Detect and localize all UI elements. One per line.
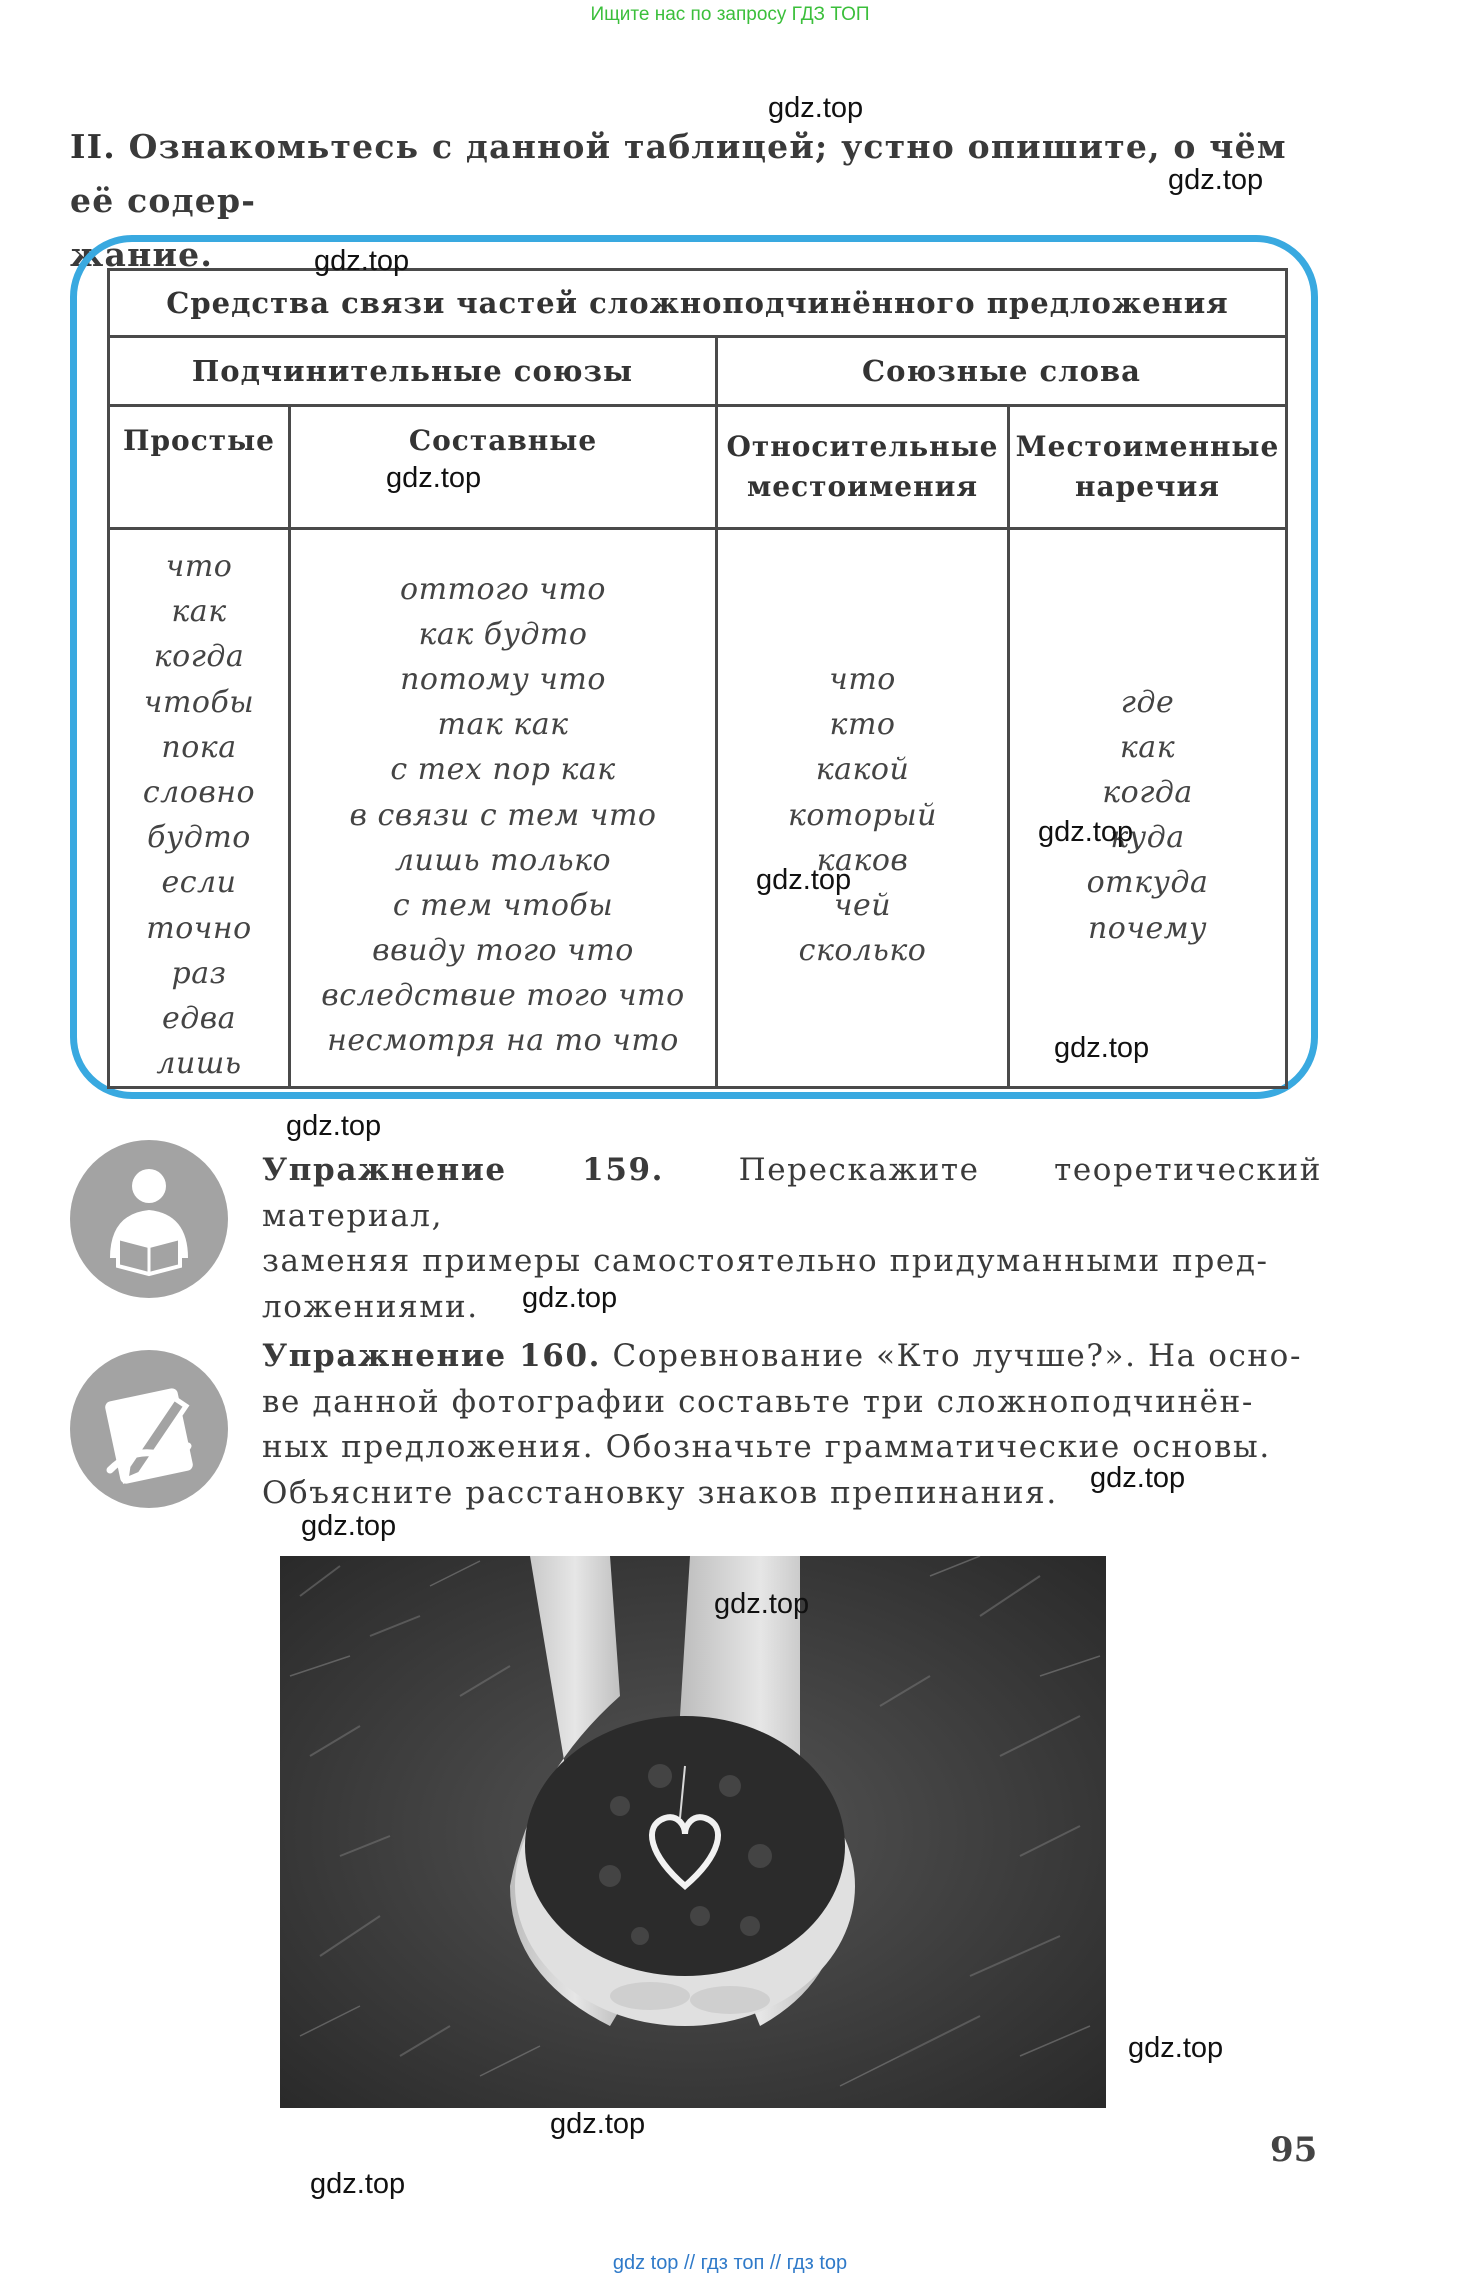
- connection-table: [107, 268, 1288, 1089]
- exercise-159: [262, 1148, 1322, 1330]
- exercise-159-line: Перескажите теоретический материал,: [262, 1152, 1322, 1234]
- word-item: пока: [161, 729, 237, 765]
- word-item: в связи с тем что: [349, 797, 657, 833]
- column-compound: [290, 529, 717, 1088]
- word-item: каков: [816, 842, 909, 878]
- word-item: кто: [829, 707, 896, 743]
- exercise-159-line: ложениями.: [262, 1288, 479, 1325]
- exercise-159-line: заменяя примеры самостоятельно придуманными пред-: [262, 1243, 1269, 1279]
- word-item: лишь: [156, 1046, 242, 1082]
- word-item: где: [1120, 684, 1175, 720]
- column-simple: [109, 529, 290, 1088]
- watermark: gdz.top: [522, 1282, 618, 1314]
- word-item: как: [1119, 729, 1176, 765]
- watermark: gdz.top: [310, 2168, 406, 2200]
- word-item: едва: [161, 1000, 237, 1036]
- column-relative-pronouns: [717, 529, 1009, 1088]
- watermark: gdz.top: [768, 92, 864, 124]
- word-item: с тех пор как: [390, 752, 616, 788]
- watermark: gdz.top: [550, 2108, 646, 2140]
- task-number: II.: [70, 127, 116, 166]
- word-item: будто: [147, 820, 251, 856]
- group-header-allied-words: Союзные слова: [717, 337, 1287, 406]
- word-item: вследствие того что: [321, 978, 685, 1014]
- word-item: какой: [815, 752, 910, 788]
- word-item: точно: [146, 910, 252, 946]
- word-item: если: [161, 865, 237, 901]
- word-item: что: [829, 661, 896, 697]
- word-item: лишь только: [394, 842, 612, 878]
- word-item: как: [171, 594, 227, 630]
- word-item: когда: [153, 639, 245, 675]
- word-item: так как: [437, 707, 569, 743]
- photo-hands-soil-heart: [280, 1556, 1106, 2108]
- exercise-160-line: Соревнование «Кто лучше?». На осно-: [612, 1338, 1303, 1374]
- word-item: куда: [1110, 820, 1185, 856]
- watermark: gdz.top: [756, 864, 852, 896]
- watermark: gdz.top: [1128, 2032, 1224, 2064]
- watermark: gdz.top: [1054, 1032, 1150, 1064]
- word-item: как будто: [418, 616, 588, 652]
- exercise-159-label: Упражнение 159.: [262, 1152, 665, 1188]
- subheader-compound: Составные: [290, 406, 717, 529]
- table-title: Средства связи частей сложноподчинённого предложения: [109, 270, 1287, 337]
- task-line-2: жание.: [70, 235, 214, 274]
- word-item: когда: [1102, 774, 1193, 810]
- page-number: 95: [1270, 2130, 1318, 2170]
- watermark: gdz.top: [1038, 816, 1134, 848]
- subheader-simple: Простые: [109, 406, 290, 529]
- word-item: ввиду того что: [372, 933, 634, 969]
- word-item: с тем чтобы: [392, 887, 614, 923]
- word-item: потому что: [400, 661, 606, 697]
- watermark: gdz.top: [714, 1588, 810, 1620]
- writing-hand-icon: [70, 1350, 228, 1508]
- word-item: что: [165, 549, 233, 584]
- word-item: оттого что: [400, 571, 606, 607]
- word-item: словно: [142, 774, 256, 810]
- word-item: чей: [833, 887, 892, 923]
- word-item: откуда: [1086, 865, 1209, 901]
- watermark: gdz.top: [301, 1510, 397, 1542]
- task-line-1: Ознакомьтесь с данной таблицей; устно опишите, о чём её содер-: [70, 127, 1287, 220]
- top-banner: Ищите нас по запросу ГДЗ ТОП: [590, 4, 870, 25]
- word-item: раз: [171, 955, 227, 991]
- subheader-pronominal-adverbs: Местоименные наречия: [1009, 406, 1287, 529]
- watermark: gdz.top: [1090, 1462, 1186, 1494]
- subheader-relative-pronouns: Относительные местоимения: [717, 406, 1009, 529]
- word-item: несмотря на то что: [327, 1023, 679, 1059]
- word-item: который: [788, 797, 937, 833]
- footer-banner: gdz top // гдз топ // гдз top: [612, 2252, 848, 2274]
- word-item: чтобы: [143, 684, 255, 720]
- reading-person-icon: [70, 1140, 228, 1298]
- exercise-160-line: ных предложения. Обозначьте грамматические основы.: [262, 1429, 1271, 1465]
- watermark: gdz.top: [1168, 164, 1264, 196]
- word-item: почему: [1087, 910, 1208, 946]
- watermark: gdz.top: [386, 462, 482, 494]
- column-pronominal-adverbs: [1009, 529, 1287, 1088]
- exercise-160-label: Упражнение 160.: [262, 1338, 602, 1374]
- word-item: сколько: [798, 933, 927, 969]
- watermark: gdz.top: [286, 1110, 382, 1142]
- exercise-160-line: ве данной фотографии составьте три сложноподчинён-: [262, 1383, 1254, 1420]
- watermark: gdz.top: [314, 245, 410, 277]
- exercise-160-line: Объясните расстановку знаков препинания.: [262, 1474, 1058, 1511]
- group-header-conjunctions: Подчинительные союзы: [109, 337, 717, 406]
